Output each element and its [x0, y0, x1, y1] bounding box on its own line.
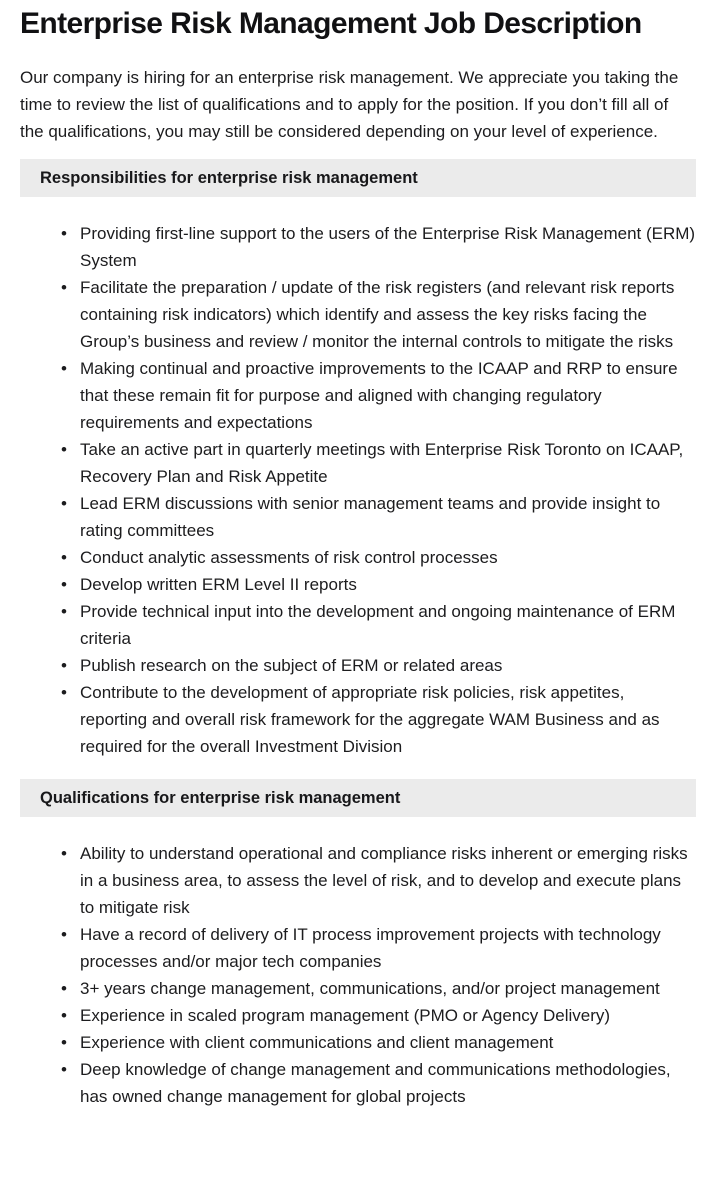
list-item: • Deep knowledge of change management and communications methodologies, has owned change management for global projects [60, 1056, 696, 1110]
list-item: • Develop written ERM Level II reports [60, 571, 696, 598]
intro-paragraph: Our company is hiring for an enterprise risk management. We appreciate you taking the time to review the list of qualifications and to apply for the position. If you don’t fill all of the qualifications, you may still be considered depending on your level of experience. [20, 68, 679, 141]
list-item: • Experience with client communications and client management [60, 1029, 696, 1056]
section-heading: Responsibilities for enterprise risk management [40, 168, 418, 187]
list-item: • Experience in scaled program management (PMO or Agency Delivery) [60, 1002, 696, 1029]
list-item: • Provide technical input into the development and ongoing maintenance of ERM criteria [60, 598, 696, 652]
list-item: • Have a record of delivery of IT process improvement projects with technology processes and/or major tech companies [60, 921, 696, 975]
list-item: • Contribute to the development of appropriate risk policies, risk appetites, reporting and overall risk framework for the aggregate WAM Business and as required for the overall Investment Division [60, 679, 696, 760]
list-item: • 3+ years change management, communications, and/or project management [60, 975, 696, 1002]
list-item: • Facilitate the preparation / update of the risk registers (and relevant risk reports containing risk indicators) which identify and assess the key risks facing the Group’s business and review / monitor the internal controls to mitigate the risks [60, 274, 696, 355]
list-item: • Lead ERM discussions with senior management teams and provide insight to rating committees [60, 490, 696, 544]
section-qualifications [20, 779, 696, 1110]
qualifications-list [20, 840, 696, 1110]
list-item: • Publish research on the subject of ERM or related areas [60, 652, 696, 679]
section-header-responsibilities [20, 159, 696, 197]
list-item: • Providing first-line support to the users of the Enterprise Risk Management (ERM) System [60, 220, 696, 274]
list-item: • Ability to understand operational and compliance risks inherent or emerging risks in a business area, to assess the level of risk, and to develop and execute plans to mitigate risk [60, 840, 696, 921]
list-item: • Making continual and proactive improvements to the ICAAP and RRP to ensure that these remain fit for purpose and aligned with changing regulatory requirements and expectations [60, 355, 696, 436]
list-item: • Take an active part in quarterly meetings with Enterprise Risk Toronto on ICAAP, Recovery Plan and Risk Appetite [60, 436, 696, 490]
section-heading: Qualifications for enterprise risk management [40, 788, 401, 807]
page-title: Enterprise Risk Management Job Description [20, 7, 642, 40]
responsibilities-list [20, 220, 696, 760]
section-header-qualifications [20, 779, 696, 817]
section-responsibilities [20, 159, 696, 760]
list-item: • Conduct analytic assessments of risk control processes [60, 544, 696, 571]
